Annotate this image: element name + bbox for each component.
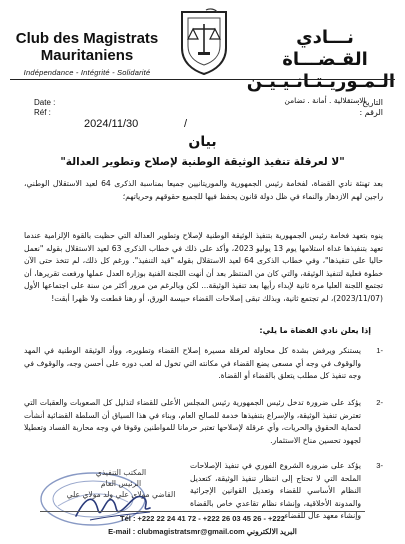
item-text: يستنكر ويرفض بشدة كل محاولة لعرقلة مسيرة إصلاح القضاء وتطويره، ووأد الوثيقة الوطنية في المهد والوقوف في وجه أي مسعى يضع القضاء في مكانته التي تخول له لعب دوره على أحسن وجه، والوقوف في وجه تنفيذ كل مطلب يتعلق بالقضاء أو القضاة. — [24, 346, 361, 381]
list-item — [24, 397, 383, 447]
item-text: يؤكد على ضرورة تدخل رئيس الجمهورية رئيس المجلس الأعلى للقضاء لتذليل كل الصعوبات والعقبات التي تعترض تنفيذ الوثيقة، والإسراع بتنفيذها خدمة للصالح العام، وبناء في هذا السياق أن السلطة القضائية أنشأت لحماية الحقوق والحريات، وأي عرقلة لإصلاحها تعتبر حرمانا للمواطنين وقوفا في وجه محاربة الفساد وتعطيلا لجهود تحسين مناخ الاستثمار. — [24, 398, 361, 445]
org-name-fr-line1: Club des Magistrats — [15, 30, 159, 47]
org-name-ar-line2: الـمـوريـتـانـيـيـن — [246, 71, 395, 92]
motto-fr: Indépendance - Intégrité - Solidarité — [23, 68, 151, 77]
item-number: -1 — [376, 346, 383, 355]
signature-office: المكتب التنفيذي — [95, 468, 147, 477]
header-divider — [10, 79, 395, 80]
item-text: يؤكد على ضرورة الشروع الفوري في تنفيذ الإصلاحات الملحة التي لا تحتاج إلى انتظار تنفيذ الوثيقة، كتعديل النظام الأساسي للقضاء وتعديل القوانين الإجرائية والمدونة الأخلاقية، وإنشاء نظام تقاعدي خاص بالقضاة وإنشاء معهد عال للقضاء. — [190, 461, 361, 521]
list-item — [24, 345, 383, 383]
club-logo-icon — [176, 8, 232, 76]
signature-role: الرئيس العام — [100, 479, 142, 488]
footer-email: E-mail : clubmagistratsmr@gmail.com البريد الالكتروني — [108, 527, 297, 536]
footer-phones: Tél : +222 22 24 41 72 - +222 26 03 45 26 - +222 — [120, 514, 285, 523]
ref-label-fr: Réf : — [34, 108, 51, 117]
signature-name: القاضي مولاي علي ولد مولاي علي — [66, 490, 176, 499]
item-number: -3 — [376, 461, 383, 470]
footer-divider — [40, 511, 365, 512]
document-title: بيان — [188, 134, 217, 150]
header-french — [12, 30, 162, 77]
item-number: -2 — [376, 398, 383, 407]
date-label-fr: Date : — [34, 98, 56, 107]
header-arabic — [246, 27, 395, 105]
org-name-ar-line1: نـــادي القـضـــاة — [282, 27, 368, 70]
document-ref: / — [184, 118, 188, 130]
document-subtitle: "لا لعرقلة تنفيذ الوثيقة الوطنية لإصلاح وتطوير العدالة" — [60, 156, 345, 168]
document-date: 2024/11/30 — [84, 118, 139, 130]
declaration-lead: إذا يعلن نادي القضاة ما يلي: — [259, 326, 371, 335]
paragraph-congratulation: بعد تهنئة نادي القضاة، لفخامة رئيس الجمهورية والموريتانيين جميعا بمناسبة الذكرى 64 لعيد الاستقلال الوطني، راجين لهم الازدهار والنماء في ظل دولة قانون يحفظ فيها للجميع حقوقهم وحرياتهم؛ — [24, 179, 383, 201]
motto-ar: الاستقلالية . أمانة . تضامن — [284, 96, 366, 105]
paragraph-main: ينوه بتعهد فخامة رئيس الجمهورية بتنفيذ الوثيقة الوطنية لإصلاح وتطوير العدالة التي حظيت بالقوة الإلزامية عندما تعهد بتنفيذها غداة استلامها يوم 13 يوليو 2023، وأكد على ذلك في خطاب الذكرى 63 لعيد الاستقلال بقوله "نعمل حاليا على تنفيذها"، وفي خطاب الذكرى 64 لعيد الاستقلال بقوله "قيد التنفيذ". ورغم كل ذلك، لم تتخذ حتى الآن خطوة فعلية لتنفيذ الوثيقة، والتي كان من المنتظر بعد أن أنهت اللجنة الفنية بوزارة العدل عملها ورفعت تقريرها، أن تجتمع اللجنة العليا مرة ثانية لإبداء رأيها بعد تنفيذ الوثيقة... لكن وبالرغم من مرور أكثر من سنة على اجتماعها الأول (2023/11/07)، لم تجتمع ثانية، وبذلك تبقى إصلاحات القضاء حبيسة الورق، أو رهنا قطعت ولا ظهرا أبقت! — [24, 231, 383, 303]
ref-label-ar: الرقم : — [359, 108, 383, 117]
date-label-ar: التاريخ : — [356, 98, 383, 107]
org-name-fr-line2: Mauritaniens — [40, 47, 134, 64]
